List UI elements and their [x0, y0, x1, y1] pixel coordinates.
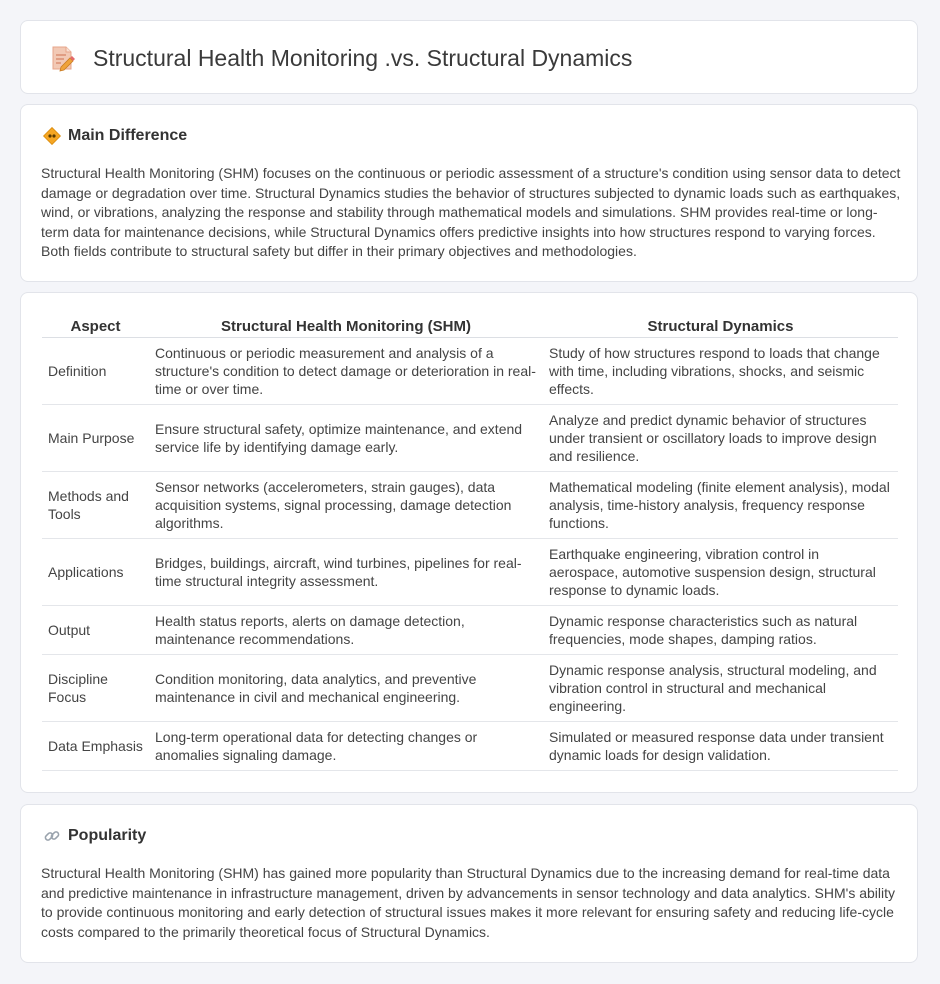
row-aspect: Output: [42, 606, 149, 655]
popularity-heading: [43, 827, 146, 845]
main-difference-title: Main Difference: [68, 127, 188, 144]
main-difference-text: Structural Health Monitoring (SHM) focuses on the continuous or periodic assessment of a structure's condition using sensor data to detect damage or degradation over time. Structural Dynamics studies the behavior of structures subjected to dynamic loads such as earthquakes, wind, or vibrations, analyzing the response and stability through mathematical models and simulations. SHM provides real-time or long-term data for maintenance decisions, while Structural Dynamics offers predictive insights into how structures respond to varying forces. Both fields contribute to structural safety but differ in their primary objectives and methodologies.: [41, 165, 901, 260]
page-title: Structural Health Monitoring .vs. Structural Dynamics: [93, 45, 633, 71]
row-dynamics: Earthquake engineering, vibration control in aerospace, automotive suspension design, structural response to dynamic loads.: [543, 539, 898, 606]
row-shm: Long-term operational data for detecting changes or anomalies signaling damage.: [149, 722, 543, 771]
row-shm: Ensure structural safety, optimize maintenance, and extend service life by identifying damage early.: [149, 405, 543, 472]
header-dynamics: Structural Dynamics: [543, 315, 898, 338]
popularity-text: Structural Health Monitoring (SHM) has gained more popularity than Structural Dynamics due to the increasing demand for real-time data and predictive maintenance in infrastructure management, driven by advancements in sensor technology and data analytics. SHM's ability to provide continuous monitoring and early detection of structural issues makes it more relevant for ensuring safety and reducing life-cycle costs compared to the primarily theoretical focus of Structural Dynamics.: [41, 865, 896, 940]
row-aspect: Definition: [42, 338, 149, 405]
main-difference-heading: [43, 127, 187, 145]
row-dynamics: Analyze and predict dynamic behavior of structures under transient or oscillatory loads to improve design and resilience.: [543, 405, 898, 472]
row-aspect: Applications: [42, 539, 149, 606]
row-dynamics: Simulated or measured response data under transient dynamic loads for design validation.: [543, 722, 898, 771]
document-edit-icon: [47, 43, 77, 73]
row-dynamics: Mathematical modeling (finite element analysis), modal analysis, time-history analysis, frequency response functions.: [543, 472, 898, 539]
popularity-title: Popularity: [68, 827, 147, 844]
table-row: [42, 472, 898, 539]
table-row: [42, 606, 898, 655]
main-difference-card: [20, 104, 918, 282]
row-shm: Health status reports, alerts on damage detection, maintenance recommendations.: [149, 606, 543, 655]
row-aspect: Main Purpose: [42, 405, 149, 472]
row-dynamics: Dynamic response characteristics such as natural frequencies, mode shapes, damping ratios.: [543, 606, 898, 655]
comparison-table: [42, 315, 898, 771]
table-row: [42, 539, 898, 606]
row-aspect: Methods and Tools: [42, 472, 149, 539]
table-header-row: [42, 315, 898, 338]
row-shm: Sensor networks (accelerometers, strain gauges), data acquisition systems, signal processing, damage detection algorithms.: [149, 472, 543, 539]
comparison-card: [20, 292, 918, 793]
popularity-card: [20, 804, 918, 963]
title-row: [47, 43, 632, 73]
link-icon: [43, 827, 61, 845]
table-row: [42, 338, 898, 405]
row-shm: Bridges, buildings, aircraft, wind turbines, pipelines for real-time structural integrity assessment.: [149, 539, 543, 606]
row-aspect: Discipline Focus: [42, 655, 149, 722]
row-dynamics: Dynamic response analysis, structural modeling, and vibration control in structural and mechanical engineering.: [543, 655, 898, 722]
table-row: [42, 655, 898, 722]
row-dynamics: Study of how structures respond to loads that change with time, including vibrations, shocks, and seismic effects.: [543, 338, 898, 405]
header-aspect: Aspect: [42, 315, 149, 338]
diamond-sign-icon: [43, 127, 61, 145]
table-row: [42, 722, 898, 771]
row-aspect: Data Emphasis: [42, 722, 149, 771]
table-row: [42, 405, 898, 472]
row-shm: Continuous or periodic measurement and analysis of a structure's condition to detect damage or deterioration in real-time or over time.: [149, 338, 543, 405]
header-card: [20, 20, 918, 94]
header-shm: Structural Health Monitoring (SHM): [149, 315, 543, 338]
row-shm: Condition monitoring, data analytics, and preventive maintenance in civil and mechanical engineering.: [149, 655, 543, 722]
